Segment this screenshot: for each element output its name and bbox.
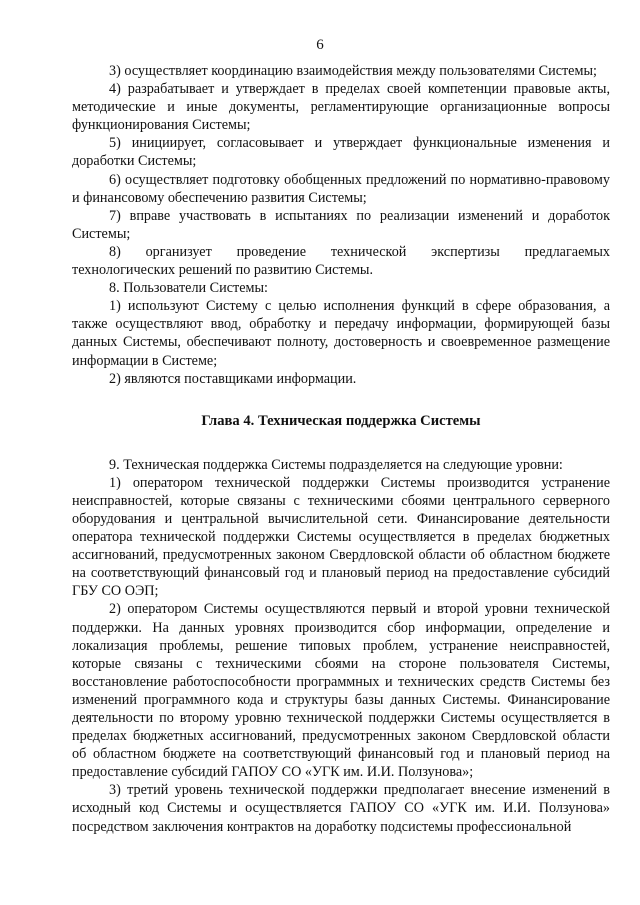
paragraph-item-5: 5) инициирует, согласовывает и утверждает функциональные изменения и доработки Системы; bbox=[72, 135, 610, 170]
document-body bbox=[72, 62, 610, 836]
page-number: 6 bbox=[316, 37, 324, 53]
section-8-intro: 8. Пользователи Системы: bbox=[109, 280, 268, 297]
support-level-1: 1) оператором технической поддержки Системы производится устранение неисправностей, которые связаны с техническими сбоями центрального серверного оборудования и центральной вычислительной сети. Финансирование деятельности оператора технической поддержки Системы осуществляется в пределах бюджетных ассигнований, предусмотренных законом Свердловской области об областном бюджете на соответствующий финансовый год и плановый период на предоставление субсидий ГБУ СО ОЭП; bbox=[72, 474, 610, 600]
users-item-2: 2) являются поставщиками информации. bbox=[109, 370, 357, 387]
paragraph-item-8: 8) организует проведение технической экспертизы предлагаемых технологических решений по развитию Системы. bbox=[72, 243, 610, 279]
support-level-3: 3) третий уровень технической поддержки предполагает внесение изменений в исходный код Системы и осуществляется ГАПОУ СО «УГК им. И.И. Ползунова» посредством заключения контрактов на доработку подсистемы профессиональной bbox=[72, 782, 610, 835]
paragraph-item-6: 6) осуществляет подготовку обобщенных предложений по нормативно-правовому и финансовому обеспечению развития Системы; bbox=[72, 171, 610, 206]
paragraph-item-4: 4) разрабатывает и утверждает в пределах своей компетенции правовые акты, методические и иные документы, регламентирующие организационные вопросы функционирования Системы; bbox=[72, 81, 610, 134]
paragraph-item-3: 3) осуществляет координацию взаимодействия между пользователями Системы; bbox=[109, 63, 597, 79]
chapter-heading: Глава 4. Техническая поддержка Системы bbox=[201, 412, 481, 429]
paragraph-item-7: 7) вправе участвовать в испытаниях по реализации изменений и доработок Системы; bbox=[72, 207, 610, 242]
section-9-intro: 9. Техническая поддержка Системы подразделяется на следующие уровни: bbox=[109, 456, 563, 473]
support-level-2: 2) оператором Системы осуществляются первый и второй уровни технической поддержки. На данных уровнях производится сбор информации, определение и локализация проблемы, решение типовых проблем, устранение неисправностей, которые связаны с техническими сбоями на стороне пользователя Системы, восстановление работоспособности программных и технических средств Системы без изменений программного кода и структуры базы данных Системы. Финансирование деятельности по второму уровню технической поддержки Системы осуществляется в пределах бюджетных ассигнований, предусмотренных законом Свердловской области об областном бюджете на соответствующий финансовый год и плановый период на предоставление субсидий ГАПОУ СО «УГК им. И.И. Ползунова»; bbox=[72, 601, 610, 781]
users-item-1: 1) используют Систему с целью исполнения функций в сфере образования, а также осуществляют ввод, обработку и передачу информации, формирующей базы данных Системы, обеспечивают полноту, достоверность и своевременное размещение информации в Системе; bbox=[72, 298, 610, 369]
